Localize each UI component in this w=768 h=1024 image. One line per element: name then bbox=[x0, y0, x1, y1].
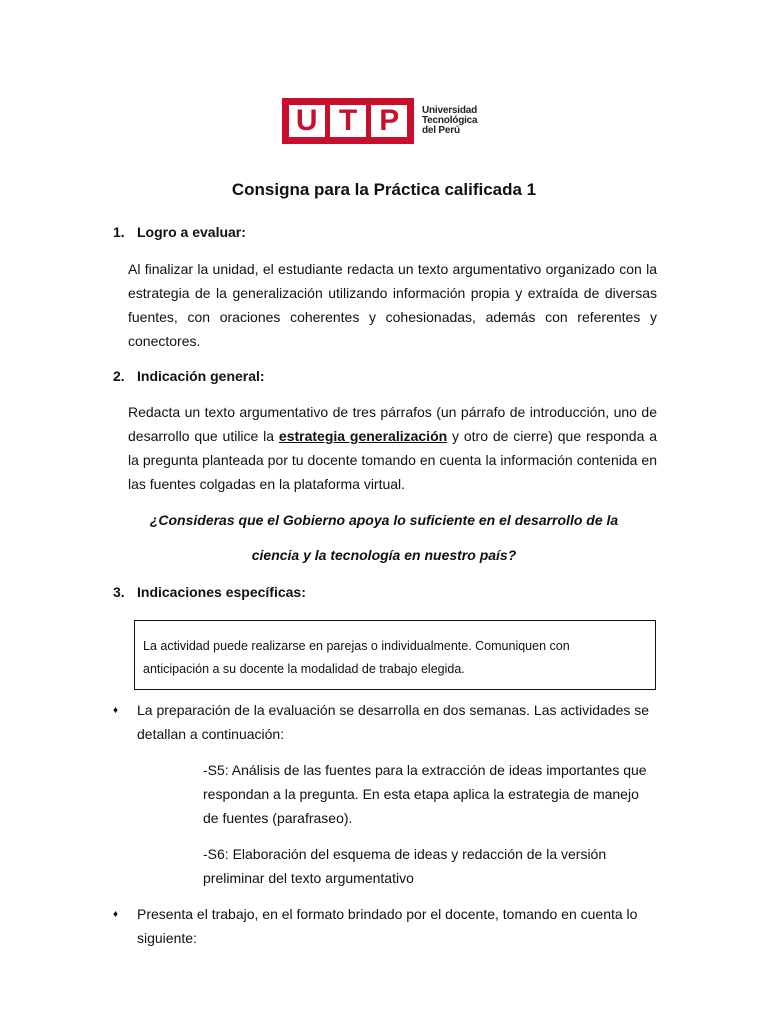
section-3-number: 3. bbox=[113, 584, 125, 600]
strategy-emphasis: estrategia generalización bbox=[278, 428, 448, 444]
section-1-number: 1. bbox=[113, 224, 125, 240]
section-3-heading bbox=[113, 584, 306, 600]
section-1-text: Al finalizar la unidad, el estudiante redacta un texto argumentativo organizado con la estrategia de la generalización utilizando información propia y extraída de diversas fuentes, con oraciones coherentes y cohesionadas, además con referentes y conectores. bbox=[128, 261, 657, 349]
bullet-icon-2: ♦ bbox=[113, 909, 119, 920]
section-3-title: Indicaciones específicas: bbox=[137, 584, 306, 600]
subitem-s5: -S5: Análisis de las fuentes para la extracción de ideas importantes que respondan a la pregunta. En esta etapa aplica la estrategia de manejo de fuentes (parafraseo). bbox=[203, 762, 647, 826]
section-2-text-part1: Redacta un texto argumentativo de tres párrafos (un párrafo de introducción, uno de desarrollo que utilice la bbox=[128, 404, 657, 444]
logo-letter-p: P bbox=[371, 105, 407, 137]
section-1-title: Logro a evaluar: bbox=[137, 224, 246, 240]
note-box bbox=[134, 620, 656, 690]
logo-letter-u: U bbox=[289, 105, 325, 137]
question-line-1: ¿Consideras que el Gobierno apoya lo suficiente en el desarrollo de la bbox=[149, 512, 619, 528]
logo-line-2: Tecnológica bbox=[422, 115, 478, 126]
note-box-line-2: anticipación a su docente la modalidad de trabajo elegida. bbox=[143, 662, 465, 676]
section-2-number: 2. bbox=[113, 368, 125, 384]
document-title: Consigna para la Práctica calificada 1 bbox=[231, 180, 537, 199]
logo-line-1: Universidad bbox=[422, 105, 478, 116]
logo-letter-t: T bbox=[330, 105, 366, 137]
section-2-heading bbox=[113, 368, 265, 384]
bullet-item-2: Presenta el trabajo, en el formato brindado por el docente, tomando en cuenta lo siguiente: bbox=[137, 906, 638, 946]
logo-line-3: del Perú bbox=[422, 125, 460, 136]
logo-wordmark bbox=[422, 106, 477, 136]
section-2-text bbox=[128, 400, 657, 496]
bullet-item-1: La preparación de la evaluación se desarrolla en dos semanas. Las actividades se detallan a continuación: bbox=[137, 702, 650, 742]
note-box-line-1: La actividad puede realizarse en parejas o individualmente. Comuniquen con bbox=[143, 639, 570, 653]
section-2-title: Indicación general: bbox=[137, 368, 265, 384]
question-line-2: ciencia y la tecnología en nuestro país? bbox=[251, 547, 517, 563]
utp-logo bbox=[282, 98, 477, 144]
bullet-icon-1: ♦ bbox=[113, 705, 119, 716]
subitem-s6: -S6: Elaboración del esquema de ideas y redacción de la versión preliminar del texto argumentativo bbox=[203, 846, 607, 886]
section-2-text-part2: y otro de cierre) que responda a la pregunta planteada por tu docente tomando en cuenta la información contenida en las fuentes colgadas en la plataforma virtual. bbox=[128, 428, 657, 492]
section-1-heading bbox=[113, 224, 246, 240]
utp-logo-mark bbox=[282, 98, 414, 144]
